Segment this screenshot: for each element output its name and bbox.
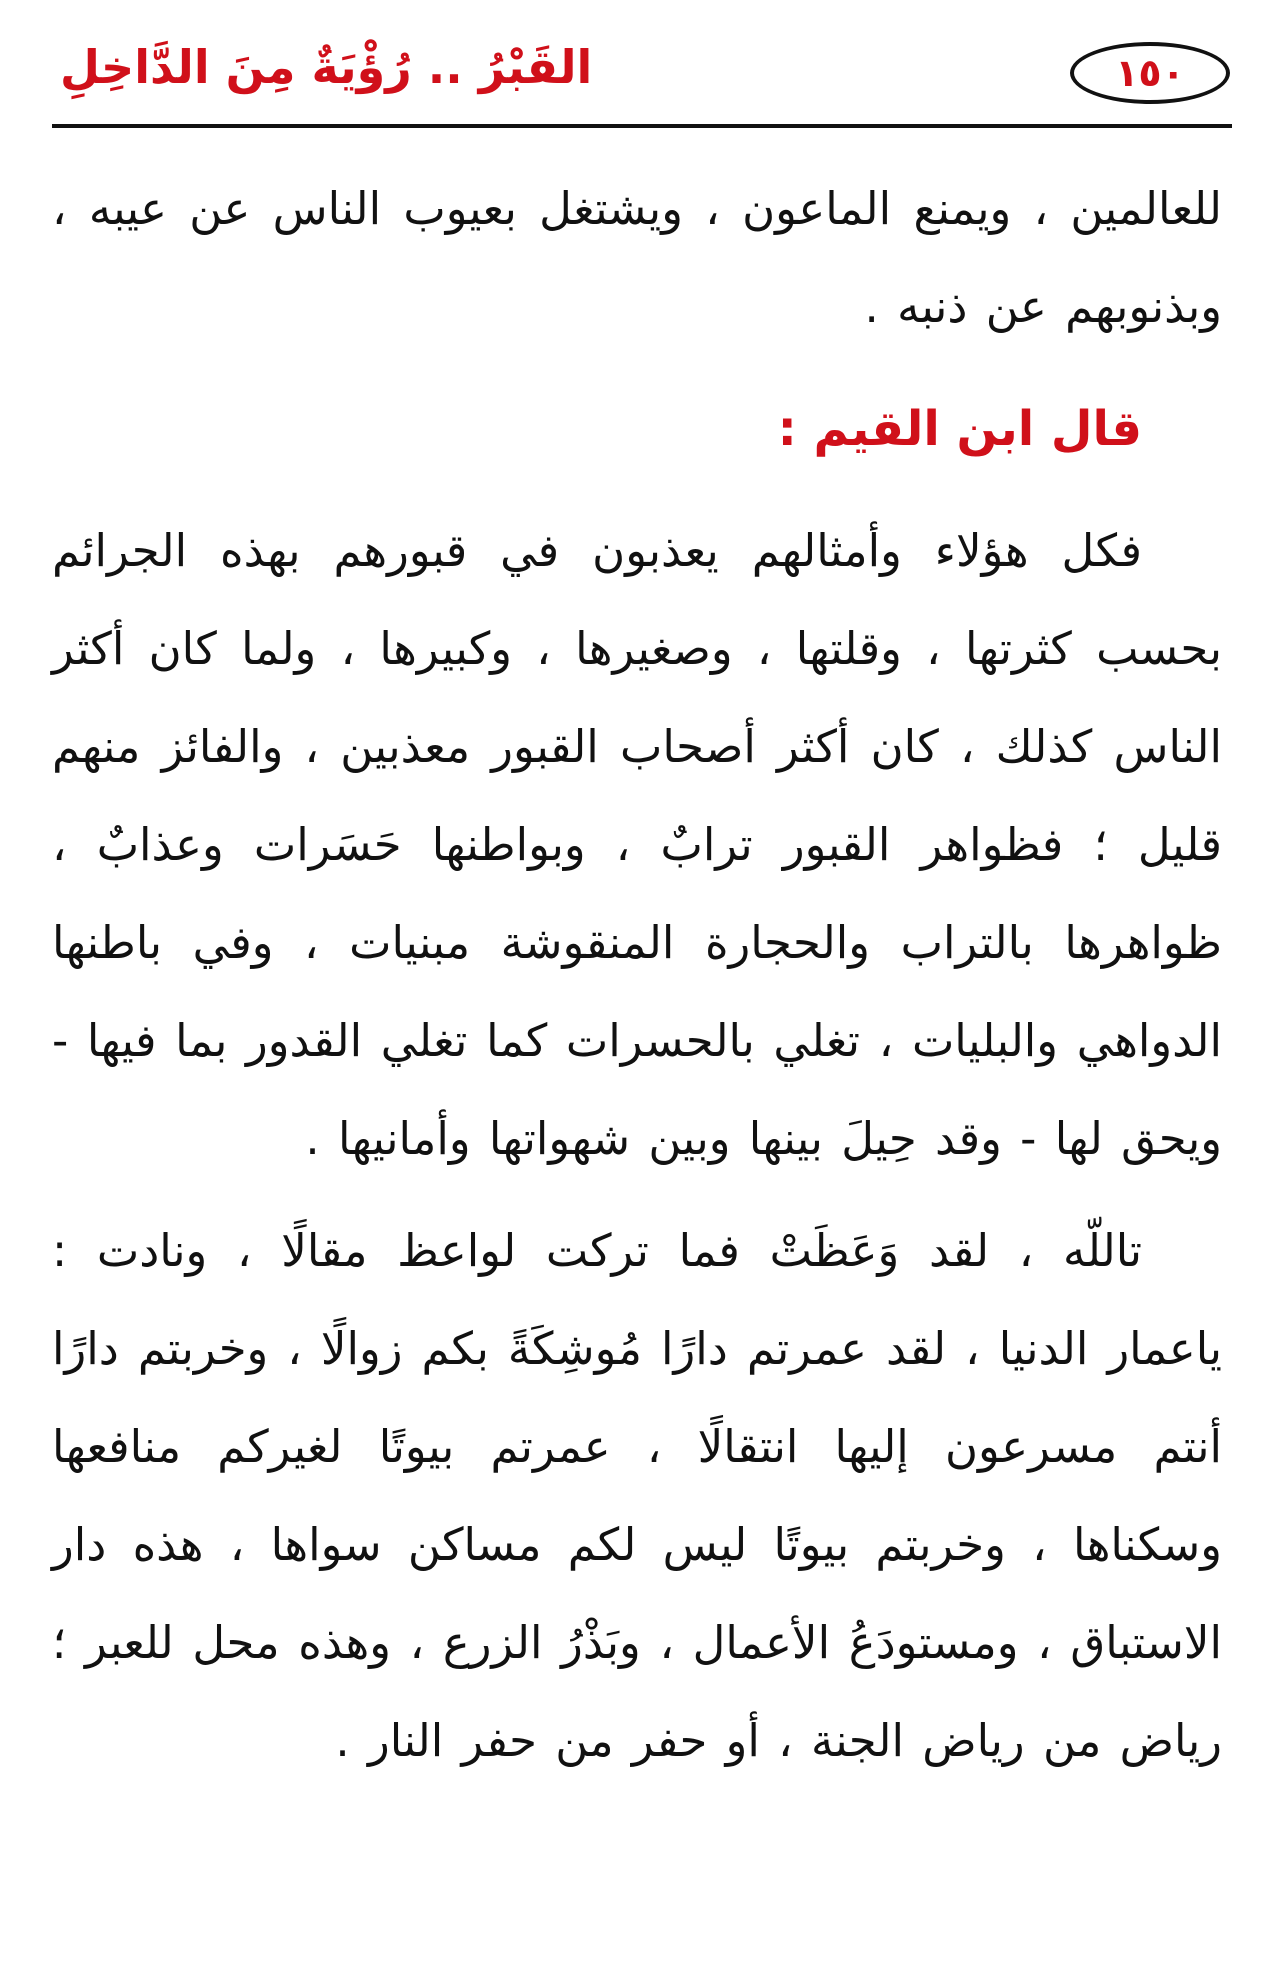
spacer bbox=[52, 1188, 1222, 1202]
header-divider bbox=[52, 124, 1232, 128]
paragraph-3: تاللّه ، لقد وَعَظَتْ فما تركت لواعظ مقالًا ، ونادت : ياعمار الدنيا ، لقد عمرتم دارًا مُوشِكَةً بكم زوالًا ، وخربتم دارًا أنتم مسرعون إليها انتقالًا ، عمرتم بيوتًا لغيركم منافعها وسكناها ، وخربتم بيوتًا ليس لكم مساكن سواها ، هذه دار الاستباق ، ومستودَعُ الأعمال ، وبَذْرُ الزرع ، وهذه محل للعبر ؛ رياض من رياض الجنة ، أو حفر من حفر النار . bbox=[52, 1224, 1222, 1767]
spacer bbox=[52, 356, 1222, 370]
page-header bbox=[52, 38, 1230, 124]
paragraph-1: للعالمين ، ويمنع الماعون ، ويشتغل بعيوب الناس عن عيبه ، وبذنوبهم عن ذنبه . bbox=[52, 182, 1222, 333]
spacer bbox=[52, 488, 1222, 502]
page-number-badge: ١٥٠ bbox=[1070, 42, 1230, 104]
section-heading: قال ابن القيم : bbox=[777, 401, 1142, 457]
page-body bbox=[52, 160, 1222, 1790]
paragraph-2: فكل هؤلاء وأمثالهم يعذبون في قبورهم بهذه الجرائم بحسب كثرتها ، وقلتها ، وصغيرها ، وكبيرها ، ولما كان أكثر الناس كذلك ، كان أكثر أصحاب القبور معذبين ، والفائز منهم قليل ؛ فظواهر القبور ترابٌ ، وبواطنها حَسَرات وعذابٌ ، ظواهرها بالتراب والحجارة المنقوشة مبنيات ، وفي باطنها الدواهي والبليات ، تغلي بالحسرات كما تغلي القدور بما فيها - ويحق لها - وقد حِيلَ بينها وبين شهواتها وأمانيها . bbox=[52, 524, 1222, 1165]
running-title: القَبْرُ .. رُؤْيَةٌ مِنَ الدَّاخِلِ bbox=[60, 40, 593, 94]
